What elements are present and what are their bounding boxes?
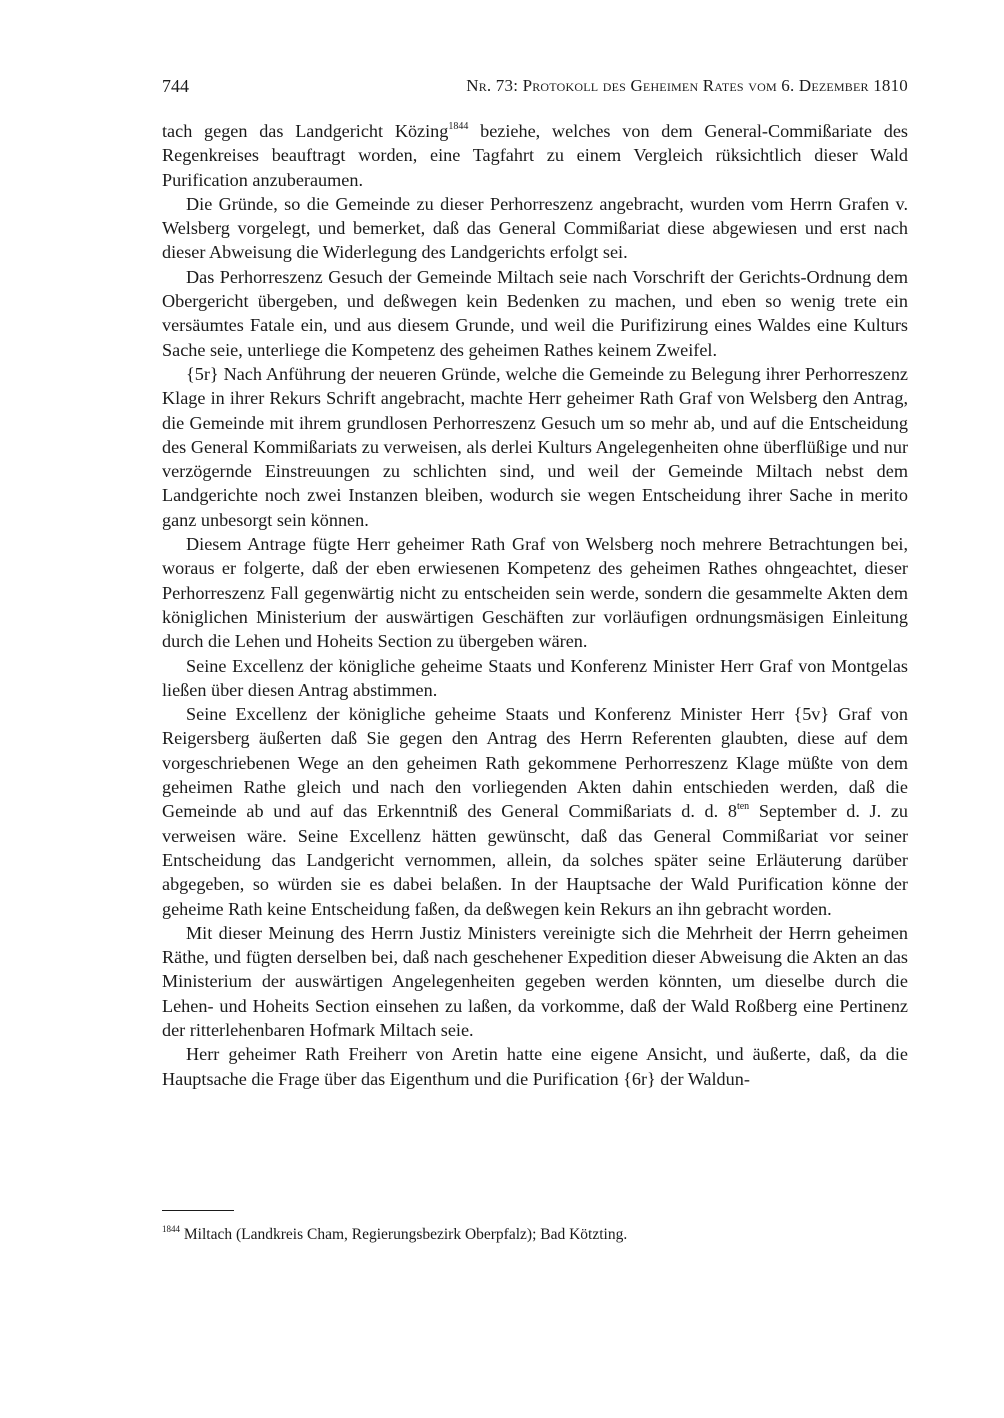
paragraph-7-text-a: Seine Excellenz der königliche geheime Staats und Konferenz Minister Herr {5v} Graf von Reigersberg äußerten daß Sie gegen den Antrag des Herrn Referenten glaubten, diese auf dem vorgeschriebenen Wege an den geheimen Rath gekommene Perhorreszenz Klage müßte von dem geheimen Rathe gleich und nach den vorliegenden Akten dahin entschieden werden, daß die Gemeinde ab und auf das Erkenntniß des General Commißariats d. d. 8 bbox=[162, 704, 908, 822]
footnote-reference: 1844 bbox=[448, 120, 469, 132]
body-text bbox=[162, 119, 908, 1091]
paragraph-9: Herr geheimer Rath Freiherr von Aretin hatte eine eigene Ansicht, und äußerte, daß, da die Hauptsache die Frage über das Eigenthum und die Purification {6r} der Waldun- bbox=[162, 1044, 908, 1089]
paragraph-1-text-a: tach gegen das Landgericht Közing bbox=[162, 121, 449, 141]
paragraph-6: Seine Excellenz der königliche geheime Staats und Konferenz Minister Herr Graf von Montgelas ließen über diesen Antrag abstimmen. bbox=[162, 655, 908, 700]
paragraph-7 bbox=[162, 702, 908, 921]
footnote-rule bbox=[162, 1210, 234, 1211]
header-title: Nr. 73: Protokoll des Geheimen Rates vom 6. Dezember 1810 bbox=[466, 76, 908, 95]
paragraph-3: Das Perhorreszenz Gesuch der Gemeinde Miltach seie nach Vorschrift der Gerichts-Ordnung dem Obergericht übergeben, und deßwegen kein Bedenken zu machen, und eben so wenig trete ein versäumtes Fatale ein, und aus diesem Grunde, und weil die Purifizirung eines Waldes eine Kulturs Sache seie, unterliege die Kompetenz des geheimen Rathes keinem Zweifel. bbox=[162, 266, 908, 360]
running-head bbox=[162, 74, 908, 98]
paragraph-7-text-b: September d. J. zu verweisen wäre. Seine Excellenz hätten gewünscht, daß das General Commißariat vor seiner Entscheidung das Landgericht vernommen, allein, da solches später seine Erläuterung darüber abgegeben, so würden sie es dabei belaßen. In der Hauptsache der Wald Purification könne der geheime Rath keine Entscheidung faßen, da deßwegen kein Rekurs an ihn gebracht worden. bbox=[162, 801, 908, 919]
paragraph-2: Die Gründe, so die Gemeinde zu dieser Perhorreszenz angebracht, wurden vom Herrn Grafen v. Welsberg vorgelegt, und bemerket, daß das General Commißariat diese abgewiesen und erst nach dieser Abweisung die Widerlegung des Landgerichts erfolgt sei. bbox=[162, 193, 908, 263]
paragraph-8: Mit dieser Meinung des Herrn Justiz Ministers vereinigte sich die Mehrheit der Herrn geheimen Räthe, und fügten derselben bei, daß nach geschehener Expedition dieser Abweisung die Akten an das Ministerium der auswärtigen Angelegenheiten gegeben werden könnten, um dieselbe durch die Lehen- und Hoheits Section einsehen zu laßen, da vorkomme, daß der Wald Roßberg eine Pertinenz der ritterlehenbaren Hofmark Miltach seie. bbox=[162, 922, 908, 1040]
page-number: 744 bbox=[162, 76, 189, 96]
paragraph-4: {5r} Nach Anführung der neueren Gründe, welche die Gemeinde zu Belegung ihrer Perhorreszenz Klage in ihrer Rekurs Schrift angebracht, machte Herr geheimer Rath Graf von Welsberg den Antrag, die Gemeinde mit ihrem grundlosen Perhorreszenz Gesuch um so mehr ab, und auf die Entscheidung des General Kommißariats zu verweisen, als derlei Kulturs Angelegenheiten ohne überflüßige und nur verzögernde Einstreuungen zu schlichten sind, und weil der Gemeinde Miltach nebst dem Landgerichte noch zwei Instanzen bleiben, wodurch sie wegen Entscheidung ihrer Sache in merito ganz unbesorgt sein können. bbox=[162, 363, 908, 530]
paragraph-5: Diesem Antrage fügte Herr geheimer Rath Graf von Welsberg noch mehrere Betrachtungen bei, woraus er folgerte, daß der eben erwiesenen Kompetenz des geheimen Rathes ohngeachtet, dieser Perhorreszenz Fall gegenwärtig nicht zu entscheiden sein werde, sondern die gesammelte Akten dem königlichen Ministerium der auswärtigen Geschäften zur vorläufigen ordnungsmäsigen Einleitung durch die Lehen und Hoheits Section zu übergeben wären. bbox=[162, 534, 908, 652]
paragraph-1 bbox=[162, 119, 908, 192]
footnote-number: 1844 bbox=[162, 1223, 180, 1234]
ordinal-superscript: ten bbox=[736, 801, 750, 813]
footnote bbox=[162, 1225, 908, 1245]
paragraph-1-text-b: beziehe, welches von dem General-Commißariate des Regenkreises beauftragt worden, eine Tagfahrt zu einem Vergleich rüksichtlich dieser Wald Purification anzuberaumen. bbox=[162, 121, 908, 190]
footnote-text: Miltach (Landkreis Cham, Regierungsbezirk Oberpfalz); Bad Kötzting. bbox=[180, 1226, 628, 1243]
